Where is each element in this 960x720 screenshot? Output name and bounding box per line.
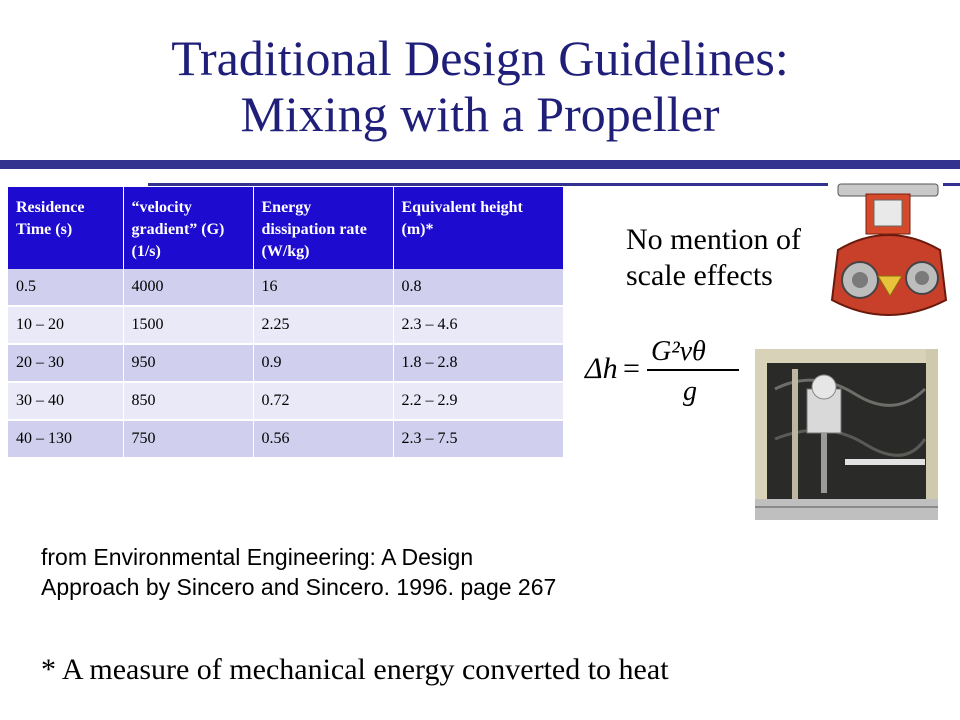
cell-residence-time: 20 – 30	[8, 344, 123, 382]
cell-energy-dissipation: 0.56	[253, 420, 393, 458]
propeller-mixer-illustration	[818, 180, 960, 330]
cell-residence-time: 30 – 40	[8, 382, 123, 420]
cell-velocity-gradient: 950	[123, 344, 253, 382]
equation-numerator: G²νθ	[651, 336, 706, 367]
equation-equals: =	[623, 352, 640, 385]
cell-equivalent-height: 0.8	[393, 269, 564, 306]
scale-note-line-1: No mention of	[626, 223, 801, 256]
cell-residence-time: 0.5	[8, 269, 123, 306]
cell-energy-dissipation: 0.9	[253, 344, 393, 382]
cell-energy-dissipation: 0.72	[253, 382, 393, 420]
cell-equivalent-height: 1.8 – 2.8	[393, 344, 564, 382]
cell-velocity-gradient: 4000	[123, 269, 253, 306]
source-citation	[41, 542, 841, 602]
table-row	[8, 269, 564, 306]
header-velocity-gradient: “velocity gradient” (G) (1/s)	[123, 187, 253, 269]
design-guidelines-table	[8, 187, 564, 459]
cell-velocity-gradient: 850	[123, 382, 253, 420]
cell-velocity-gradient: 1500	[123, 306, 253, 344]
table-row	[8, 420, 564, 458]
table-row	[8, 344, 564, 382]
title-line-2: Mixing with a Propeller	[240, 86, 720, 142]
cell-equivalent-height: 2.3 – 7.5	[393, 420, 564, 458]
title-line-1: Traditional Design Guidelines:	[171, 30, 789, 86]
equation-denominator: g	[683, 376, 697, 407]
title-divider	[0, 160, 960, 169]
cell-residence-time: 40 – 130	[8, 420, 123, 458]
head-loss-equation	[583, 328, 743, 408]
header-equivalent-height: Equivalent height (m)*	[393, 187, 564, 269]
cell-equivalent-height: 2.3 – 4.6	[393, 306, 564, 344]
citation-line-2: Approach by Sincero and Sincero. 1996. page 267	[41, 574, 557, 600]
cell-equivalent-height: 2.2 – 2.9	[393, 382, 564, 420]
mixing-tank-photo	[755, 349, 938, 520]
cell-energy-dissipation: 16	[253, 269, 393, 306]
slide-title	[0, 30, 960, 142]
table-row	[8, 306, 564, 344]
cell-velocity-gradient: 750	[123, 420, 253, 458]
cell-energy-dissipation: 2.25	[253, 306, 393, 344]
citation-line-1: from Environmental Engineering: A Design	[41, 544, 474, 570]
table-header-row	[8, 187, 564, 269]
header-energy-dissipation: Energy dissipation rate (W/kg)	[253, 187, 393, 269]
table-row	[8, 382, 564, 420]
header-residence-time: Residence Time (s)	[8, 187, 123, 269]
sub-divider	[148, 183, 828, 186]
cell-residence-time: 10 – 20	[8, 306, 123, 344]
footnote: * A measure of mechanical energy converted to heat	[41, 653, 669, 686]
scale-note-line-2: scale effects	[626, 259, 773, 292]
equation-lhs: Δh	[585, 352, 618, 385]
